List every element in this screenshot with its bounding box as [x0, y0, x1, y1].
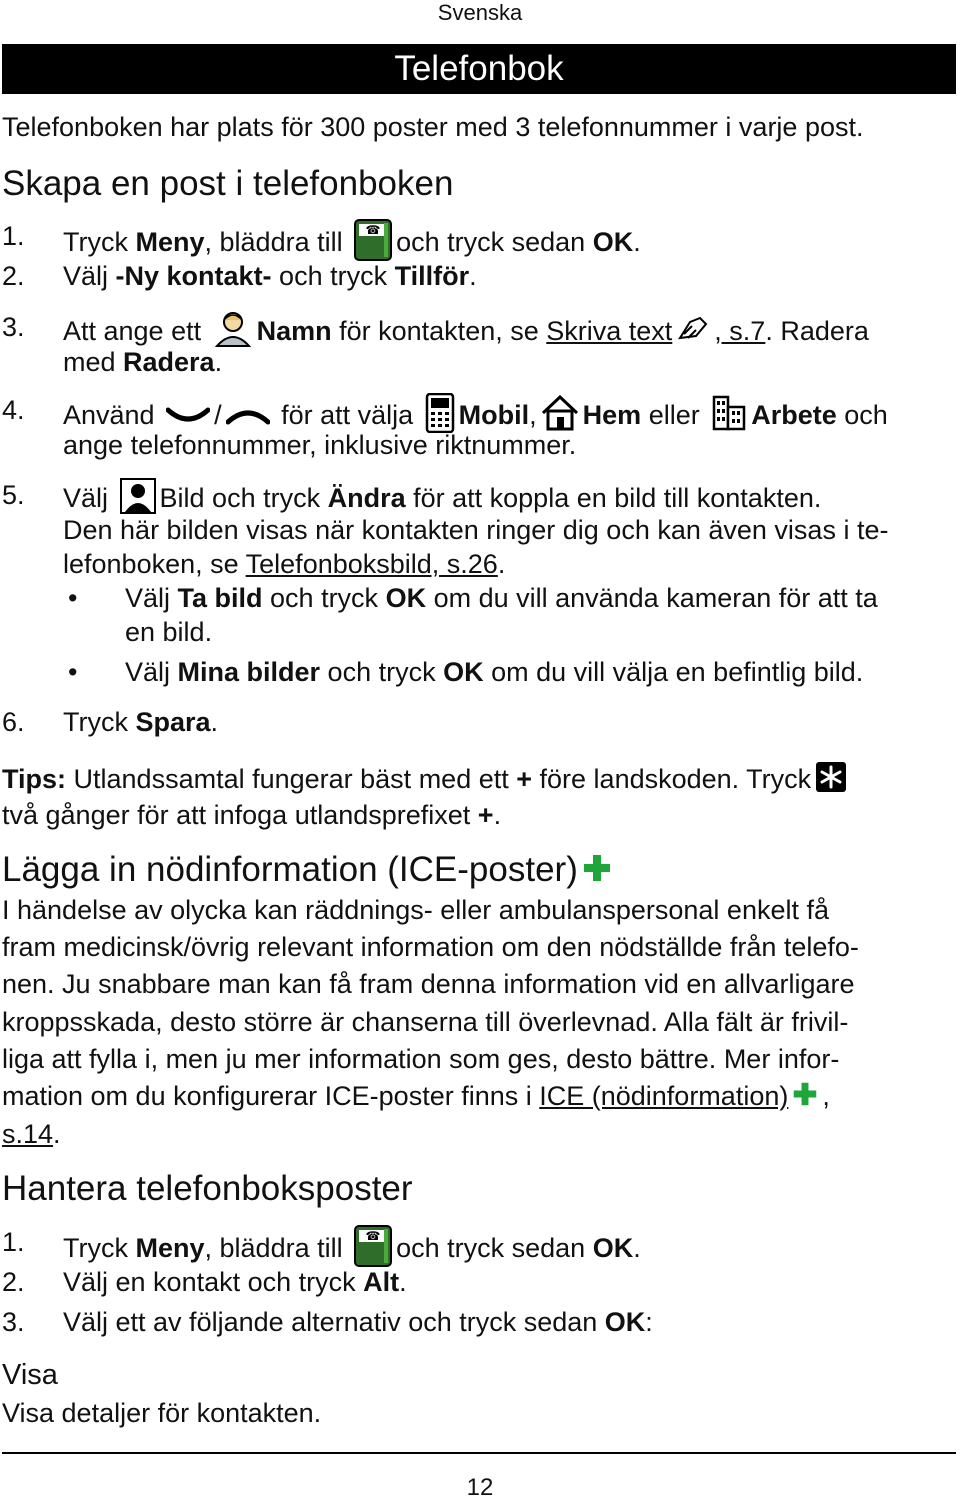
- visa-text: Visa detaljer för kontakten.: [2, 1398, 322, 1428]
- office-building-icon: [711, 395, 747, 439]
- bullet-dot: •: [68, 657, 78, 687]
- step-3-number: 3.: [2, 312, 25, 342]
- ice-paragraph-line: mation om du konfigurerar ICE-poster finns i ICE (nödinformation) ,: [2, 1079, 830, 1115]
- step-1-text: Tryck Meny, bläddra till ☎ och tryck sedan OK.: [63, 219, 641, 269]
- manage-step-2-text: Välj en kontakt och tryck Alt.: [63, 1267, 407, 1297]
- bullet-dot: •: [68, 583, 78, 613]
- step-3-text: Att ange ett Namn för kontakten, se Skriva text , s.7. Radera: [63, 310, 869, 356]
- tips-text-line2: två gånger för att infoga utlandsprefixet +.: [2, 800, 502, 830]
- step-3-text-line2: med Radera.: [63, 347, 223, 377]
- visa-heading: Visa: [2, 1359, 58, 1391]
- link-skriva-text[interactable]: Skriva text: [546, 316, 673, 347]
- star-key-icon: [815, 761, 847, 801]
- step-5-text-line3: lefonboken, se Telefonboksbild, s.26.: [63, 549, 506, 579]
- heading-ice: Lägga in nödinformation (ICE-poster): [2, 849, 616, 893]
- ice-paragraph-line: I händelse av olycka kan räddnings- eller ambulanspersonal enkelt få: [2, 895, 829, 925]
- link-page-7[interactable]: , s.7: [714, 316, 766, 347]
- step-4-text-line2: ange telefonnummer, inklusive riktnummer.: [63, 430, 577, 460]
- ice-paragraph-line: nen. Ju snabbare man kan få fram denna information vid en allvarligare: [2, 969, 855, 999]
- step-5-text: Välj Bild och tryck Ändra för att koppla en bild till kontakten.: [63, 478, 821, 522]
- ice-paragraph-line: fram medicinsk/övrig relevant information om den nödställde från telefo-: [2, 932, 859, 962]
- step-5-number: 5.: [2, 480, 25, 510]
- link-page-14[interactable]: s.14: [2, 1119, 54, 1149]
- step-1-number: 1.: [2, 1227, 25, 1257]
- step-2-text: Välj -Ny kontakt- och tryck Tillför.: [63, 261, 477, 291]
- bullet-1-text-line2: en bild.: [125, 617, 213, 647]
- link-telefonboksbild[interactable]: Telefonboksbild, s.26: [245, 549, 498, 579]
- ice-paragraph-line: liga att fylla i, men ju mer information som ges, desto bättre. Mer infor-: [2, 1044, 840, 1074]
- tips-text: Tips: Utlandssamtal fungerar bäst med ett + före landskoden. Tryck: [2, 761, 851, 801]
- ice-plus-icon: [792, 1081, 818, 1115]
- bullet-1-text: Välj Ta bild och tryck OK om du vill använda kameran för att ta: [125, 583, 878, 613]
- step-4-number: 4.: [2, 395, 25, 425]
- step-2-number: 2.: [2, 1267, 25, 1297]
- manage-step-1-text: Tryck Meny, bläddra till ☎ och tryck sedan OK.: [63, 1225, 641, 1275]
- svg-text:☎: ☎: [365, 223, 381, 237]
- page-number: 12: [466, 1474, 494, 1501]
- heading-create-entry: Skapa en post i telefonboken: [2, 164, 454, 203]
- writing-hand-icon: [676, 314, 710, 352]
- link-ice-nodinformation[interactable]: ICE (nödinformation): [539, 1081, 822, 1111]
- svg-text:☎: ☎: [365, 1229, 381, 1243]
- manage-step-3-text: Välj ett av följande alternativ och tryck sedan OK:: [63, 1307, 653, 1337]
- ice-paragraph-line: kroppsskada, desto större är chanserna till överlevnad. Alla fält är frivil-: [2, 1007, 849, 1037]
- step-1-number: 1.: [2, 221, 25, 251]
- step-6-number: 6.: [2, 707, 25, 737]
- step-5-text-line2: Den här bilden visas när kontakten ringer dig och kan även visas i te-: [63, 515, 889, 545]
- footer-divider: [2, 1452, 956, 1454]
- intro-text: Telefonboken har plats för 300 poster med 3 telefonnummer i varje post.: [2, 112, 864, 142]
- page-title: Telefonbok: [2, 44, 956, 94]
- ice-plus-icon: [582, 851, 612, 893]
- heading-manage-entries: Hantera telefonboksposter: [2, 1169, 413, 1208]
- step-3-number: 3.: [2, 1307, 25, 1337]
- language-label: Svenska: [437, 0, 523, 25]
- bullet-2-text: Välj Mina bilder och tryck OK om du vill välja en befintlig bild.: [125, 657, 864, 687]
- ice-paragraph-line: s.14.: [2, 1119, 61, 1149]
- step-4-text: Använd / för att välja Mobil, Hem eller Arbete och: [63, 393, 888, 441]
- step-6-text: Tryck Spara.: [63, 707, 219, 737]
- step-2-number: 2.: [2, 261, 25, 291]
